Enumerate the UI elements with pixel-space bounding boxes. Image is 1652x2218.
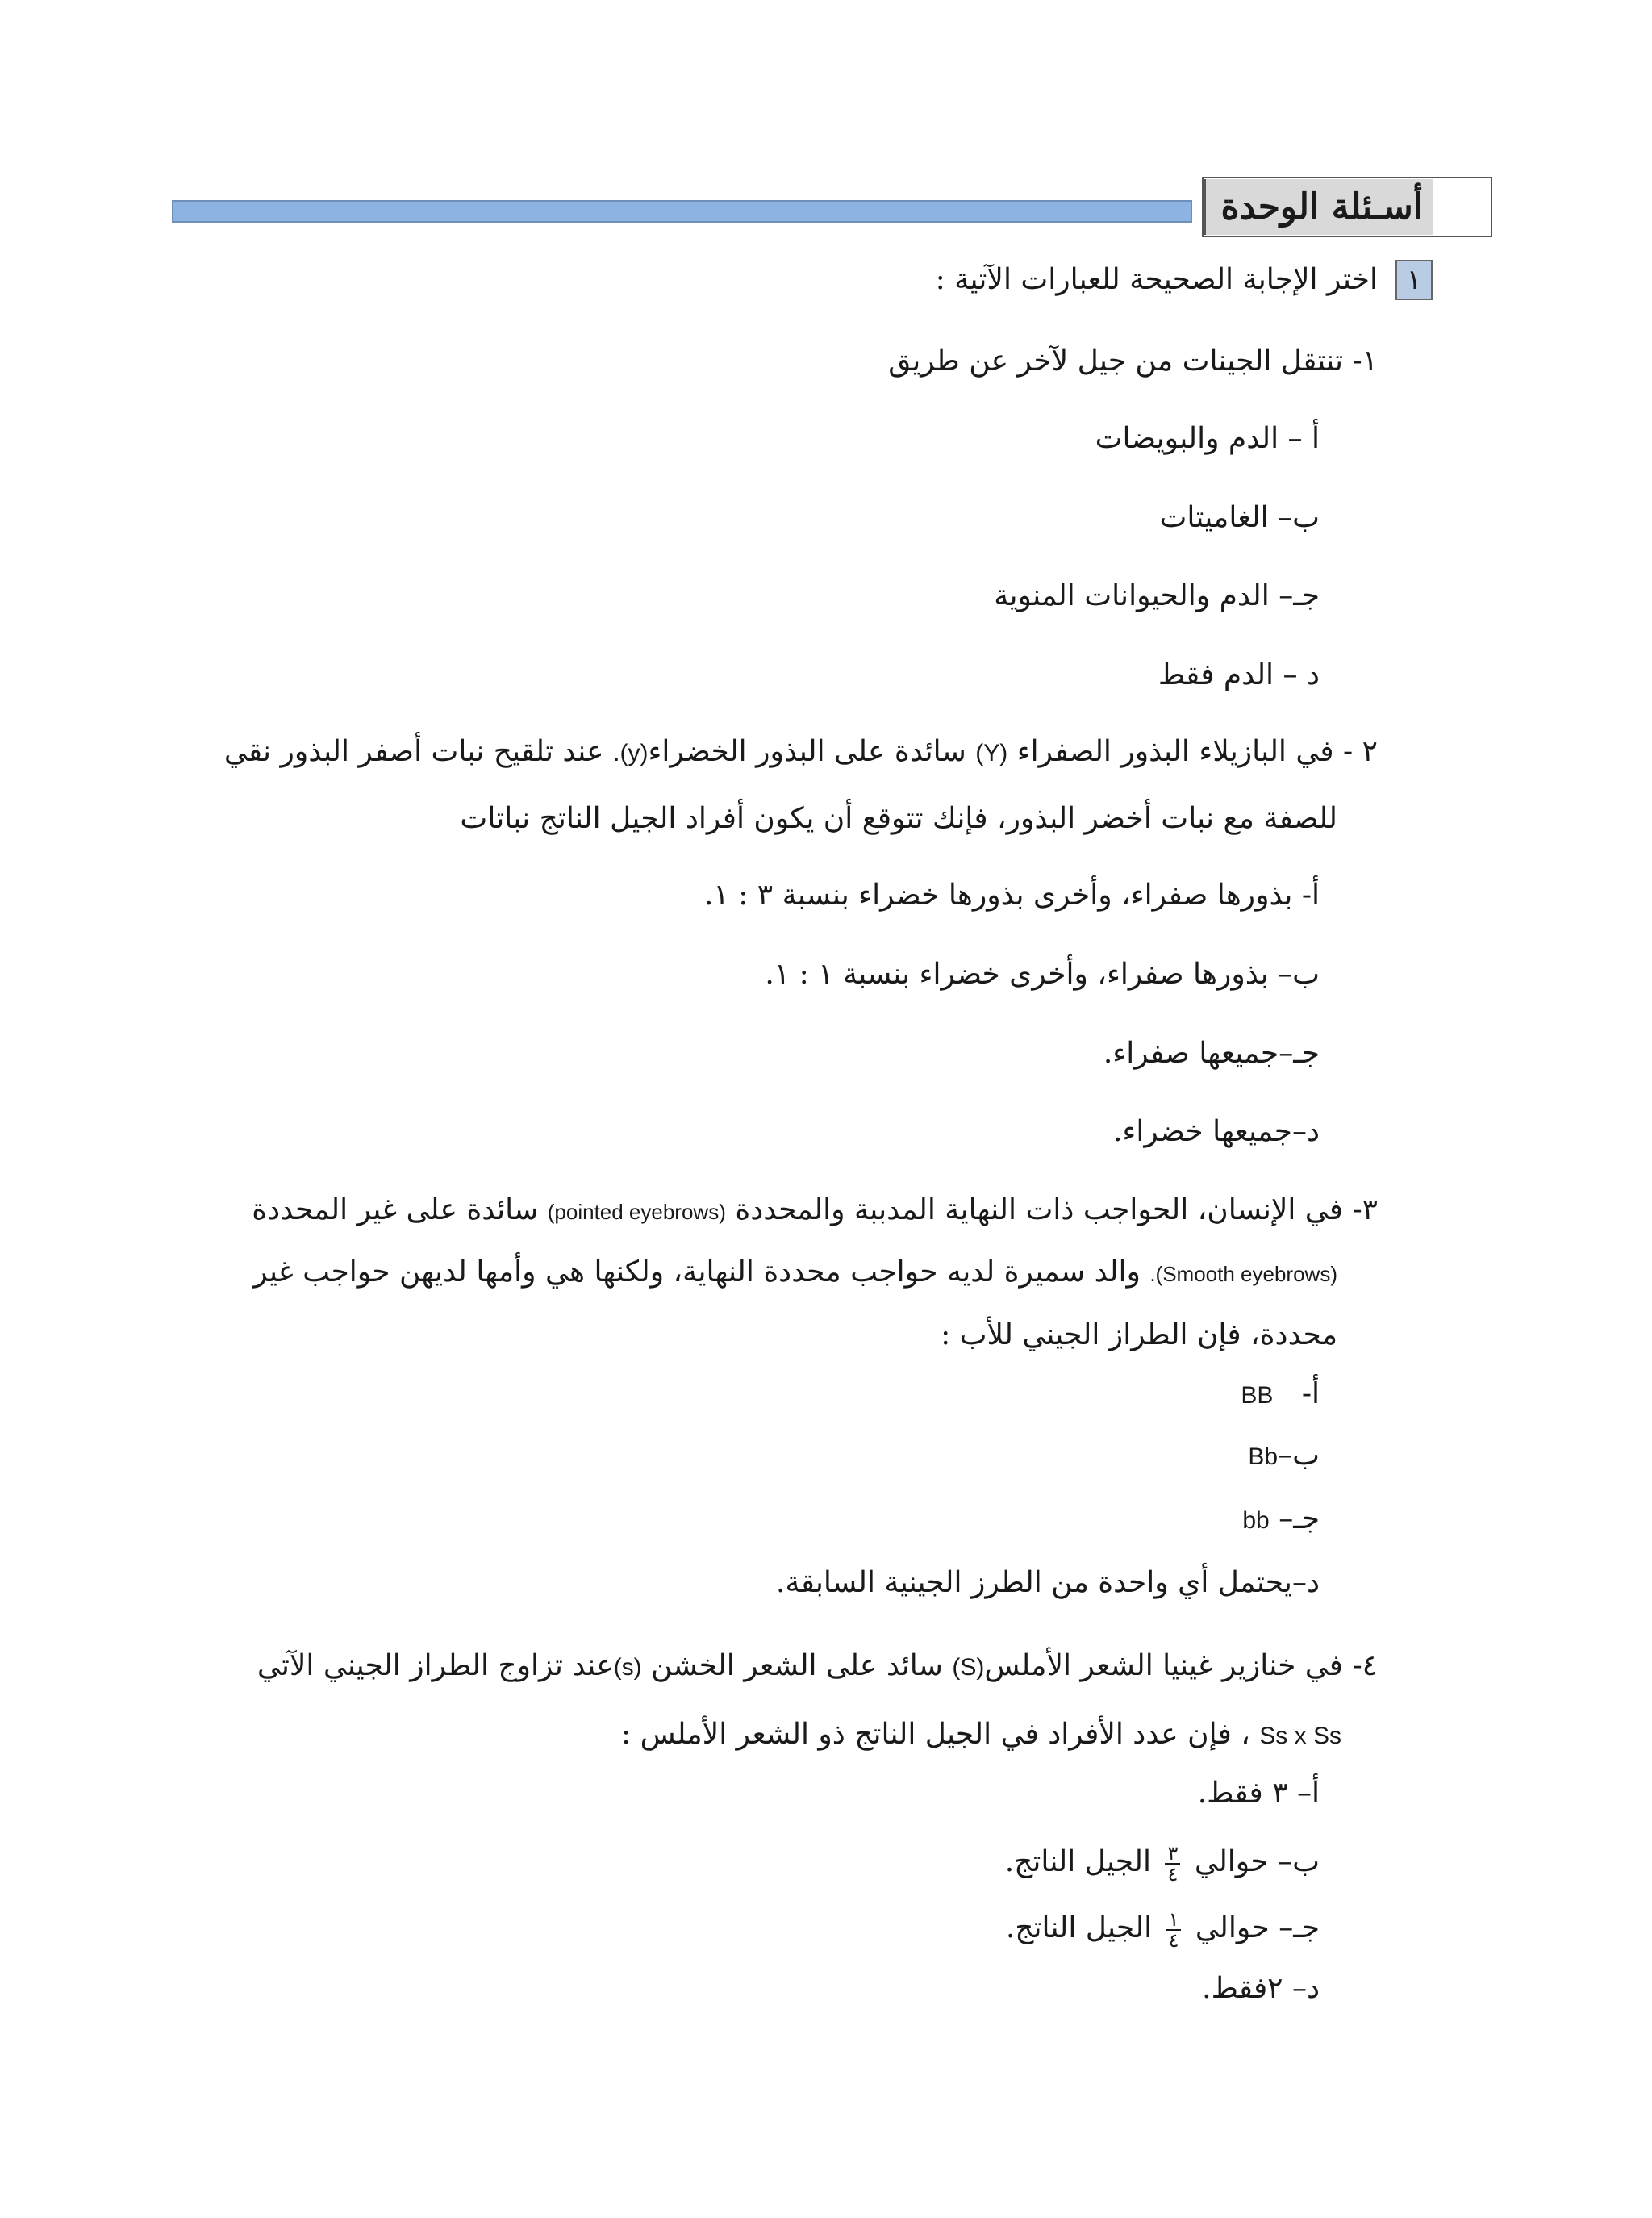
- option-text: جميعها صفراء.: [1103, 1037, 1279, 1070]
- option-letter: أ-: [1301, 1377, 1320, 1410]
- question-text: ، فإن عدد الأفراد في الجيل الناتج ذو الشعر الأملس :: [621, 1718, 1250, 1751]
- genotype-cross: Ss x Ss: [1259, 1723, 1341, 1749]
- question-text: سائدة على غير المحددة: [252, 1193, 539, 1226]
- question-3-line-2: [253, 1252, 1337, 1294]
- question-number: ١-: [1352, 345, 1378, 378]
- fraction-denominator: ٤: [1167, 1863, 1179, 1886]
- q3-option-c: [1242, 1499, 1320, 1541]
- question-1: [888, 341, 1378, 382]
- question-text: في الإنسان، الحواجب ذات النهاية المدببة والمحددة: [735, 1193, 1344, 1226]
- option-text-pre: حوالي: [1194, 1845, 1269, 1878]
- section-number-badge: ١: [1395, 260, 1433, 300]
- option-letter: جـ–: [1279, 1502, 1320, 1535]
- english-term: (pointed eyebrows): [547, 1200, 726, 1224]
- question-number: ٤-: [1352, 1649, 1378, 1682]
- question-3-line-1: [252, 1190, 1378, 1232]
- option-letter: أ-: [1301, 879, 1320, 912]
- question-4-line-1: [257, 1646, 1378, 1688]
- question-text: سائد على الشعر الخشن: [651, 1649, 943, 1682]
- q3-option-d: [776, 1563, 1320, 1603]
- q1-option-a: [1095, 419, 1320, 459]
- q2-option-b: [765, 954, 1320, 995]
- option-letter: جـ–: [1279, 579, 1320, 612]
- option-letter: د–: [1291, 1972, 1320, 2005]
- question-text: عند تلقيح نبات أصفر البذور نقي: [223, 735, 604, 768]
- option-text: الغاميتات: [1159, 501, 1269, 534]
- question-2-line-2: للصفة مع نبات أخضر البذور، فإنك تتوقع أن يكون أفراد الجيل الناتج نباتات: [460, 802, 1337, 835]
- option-letter: جـ–: [1279, 1911, 1320, 1944]
- section-instruction: اختر الإجابة الصحيحة للعبارات الآتية :: [935, 263, 1378, 296]
- english-term: (Smooth eyebrows).: [1149, 1262, 1337, 1286]
- question-text: عند تزاوج الطراز الجيني الآتي: [257, 1649, 614, 1682]
- q2-option-d: [1113, 1112, 1320, 1152]
- fraction: [1166, 1910, 1182, 1950]
- fraction-numerator: ٣: [1165, 1844, 1180, 1865]
- option-letter: أ–: [1296, 1777, 1320, 1810]
- header-accent-bar: [172, 200, 1192, 223]
- option-text: ٢فقط.: [1202, 1972, 1283, 2005]
- q4-option-d: [1202, 1969, 1320, 2009]
- genotype: Bb: [1248, 1443, 1279, 1470]
- option-letter: ب–: [1278, 1439, 1320, 1472]
- option-letter: أ –: [1287, 422, 1320, 455]
- q1-option-c: [994, 576, 1320, 616]
- q4-option-c: [1006, 1908, 1320, 1950]
- fraction-denominator: ٤: [1168, 1929, 1179, 1952]
- option-text: الدم فقط: [1158, 658, 1274, 691]
- q4-option-a: [1198, 1773, 1320, 1814]
- allele-symbol: (s): [613, 1654, 642, 1681]
- option-letter: د–: [1291, 1115, 1320, 1148]
- question-number: ٣-: [1352, 1193, 1378, 1226]
- genotype: BB: [1241, 1382, 1274, 1409]
- option-text: الدم والبويضات: [1095, 422, 1279, 455]
- q3-option-a: [1241, 1374, 1320, 1416]
- option-letter: د –: [1283, 658, 1320, 691]
- question-text: تنتقل الجينات من جيل لآخر عن طريق: [888, 345, 1344, 378]
- option-text: ٣ فقط.: [1197, 1777, 1288, 1810]
- allele-symbol: (S): [952, 1654, 985, 1681]
- option-text: بذورها صفراء، وأخرى بذورها خضراء بنسبة ٣ : ١.: [703, 879, 1293, 912]
- q1-option-d: [1158, 655, 1320, 695]
- option-text: يحتمل أي واحدة من الطرز الجينية السابقة.: [775, 1566, 1292, 1599]
- question-4-line-2: [621, 1715, 1341, 1756]
- fraction-numerator: ١: [1166, 1910, 1182, 1931]
- option-letter: ب–: [1278, 1845, 1320, 1878]
- question-text: في البازيلاء البذور الصفراء: [1016, 735, 1334, 768]
- question-text: في خنازير غينيا الشعر الأملس: [984, 1649, 1344, 1682]
- q2-option-c: [1103, 1034, 1320, 1074]
- option-text-post: الجيل الناتج.: [1005, 1911, 1153, 1944]
- page-title: أسـئلة الوحدة: [1204, 179, 1433, 235]
- question-2-line-1: [224, 732, 1378, 774]
- q3-option-b: [1248, 1435, 1320, 1477]
- question-3-line-3: محددة، فإن الطراز الجيني للأب :: [941, 1318, 1337, 1351]
- question-text: سائدة على البذور الخضراء: [648, 735, 966, 768]
- fraction: [1165, 1844, 1180, 1884]
- option-text-post: الجيل الناتج.: [1004, 1845, 1152, 1878]
- q1-option-b: [1159, 498, 1320, 538]
- allele-symbol: (Y): [975, 740, 1008, 766]
- option-letter: جـ–: [1279, 1037, 1320, 1070]
- q2-option-a: [704, 875, 1320, 916]
- option-text-pre: حوالي: [1195, 1911, 1270, 1944]
- option-text: بذورها صفراء، وأخرى خضراء بنسبة ١ : ١.: [765, 958, 1269, 991]
- question-number: ٢ -: [1343, 735, 1378, 768]
- allele-symbol: (y).: [613, 740, 649, 766]
- option-text: جميعها خضراء.: [1112, 1115, 1292, 1148]
- option-text: الدم والحيوانات المنوية: [994, 579, 1270, 612]
- option-letter: د–: [1291, 1566, 1320, 1599]
- option-letter: ب–: [1278, 958, 1320, 991]
- question-text: والد سميرة لديه حواجب محددة النهاية، ولكنها هي وأمها لديهن حواجب غير: [253, 1255, 1141, 1289]
- genotype: bb: [1242, 1507, 1270, 1534]
- option-letter: ب–: [1278, 501, 1320, 534]
- q4-option-b: [1005, 1842, 1320, 1884]
